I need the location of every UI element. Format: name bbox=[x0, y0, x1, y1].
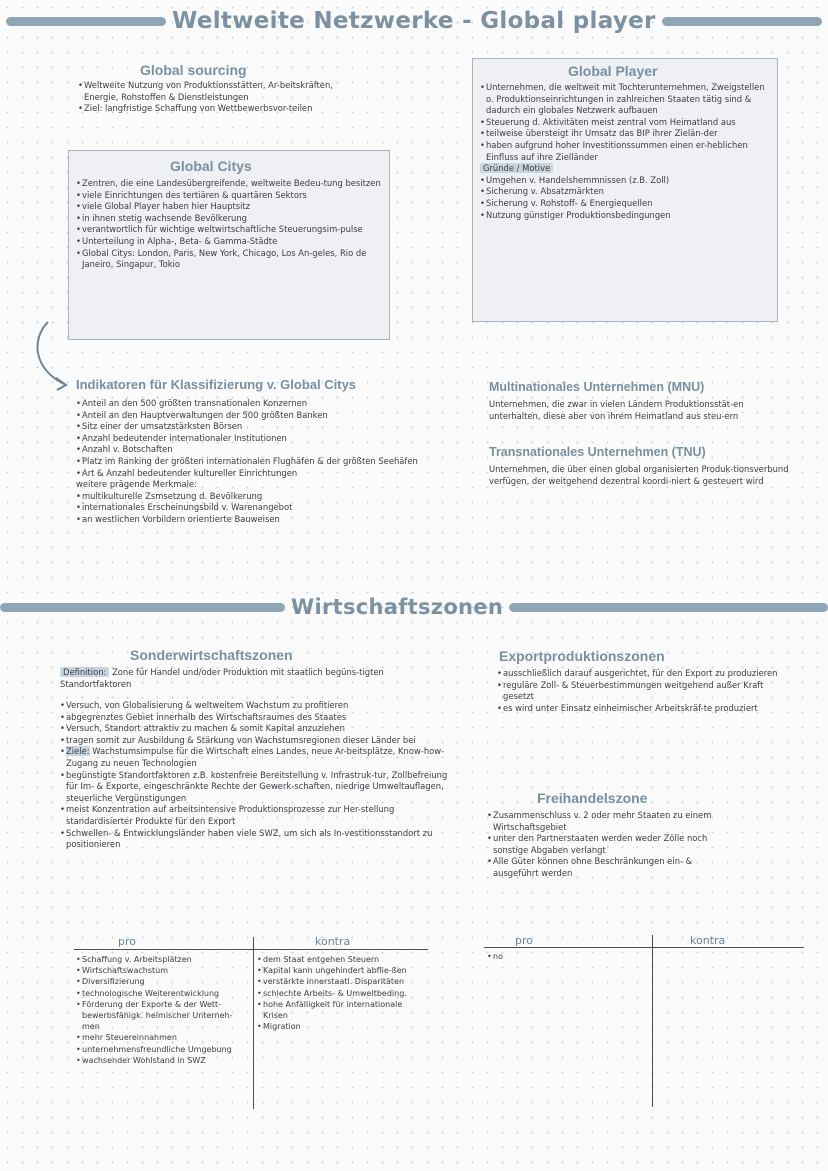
list-item: • verstärkte innerstaatl. Disparitäten bbox=[257, 976, 429, 987]
list-item: • Schwellen- & Entwicklungsländer haben viele SWZ, um sich als In-vestitionsstandort zu positionieren bbox=[60, 828, 450, 851]
list-item: • haben aufgrund hoher Investitionssummen einen er-heblichen Einfluss auf ihre Zielländer bbox=[480, 140, 770, 163]
swz-table-rule bbox=[74, 949, 428, 950]
swz-pro-label: pro bbox=[118, 935, 136, 948]
indikatoren-heading: Indikatoren für Klassifizierung v. Global Citys bbox=[76, 377, 357, 392]
list-item: • dem Staat entgehen Steuern bbox=[257, 954, 429, 965]
title-banner-1 bbox=[6, 6, 822, 36]
list-item: • Förderung der Exporte & der Wett-bewerbsfähigk. heimischer Unterneh-men bbox=[76, 999, 250, 1033]
swz-table-divider bbox=[253, 937, 254, 1109]
list-item: • Versuch, Standort attraktiv zu machen & somit Kapital anzuziehen bbox=[60, 723, 450, 735]
list-item: • viele Einrichtungen des tertiären & quartären Sektors bbox=[76, 190, 381, 202]
list-item: • es wird unter Einsatz einheimischer Arbeitskräf-te produziert bbox=[497, 703, 782, 715]
list-item: • Sicherung v. Absatzmärkten bbox=[480, 186, 770, 198]
list-item: • begünstigte Standortfaktoren z.B. kostenfreie Bereitstellung v. Infrastruk-tur, Zollbefreiung für Im- & Exporte, eingeschränkte Rechte der Gewerk-schaften, niedrige Umweltauflagen, steuerliche Vergünstigungen bbox=[60, 770, 450, 805]
list-item: • Weltweite Nutzung von Produktionsstätten, Ar-beitskräften, Energie, Rohstoffen & Dienstleistungen bbox=[78, 80, 358, 103]
fhz-heading: Freihandelszone bbox=[537, 790, 648, 806]
list-item: • Anzahl v. Botschaften bbox=[76, 444, 471, 456]
list-item: • no bbox=[487, 951, 647, 962]
fhz-kontra-label: kontra bbox=[690, 934, 726, 947]
weitere-label: weitere prägende Merkmale: bbox=[76, 479, 197, 490]
list-item: • Art & Anzahl bedeutender kultureller Einrichtungen bbox=[76, 468, 471, 480]
definition-tag: Definition: bbox=[60, 667, 109, 677]
title-banner-2 bbox=[0, 592, 828, 622]
banner-bar-right bbox=[509, 603, 828, 612]
list-item: • Ziel: langfristige Schaffung von Wettbewerbsvor-teilen bbox=[78, 103, 358, 115]
list-item: • Steuerung d. Aktivitäten meist zentral vom Heimatland aus bbox=[480, 117, 770, 129]
global-citys-list bbox=[76, 178, 381, 271]
swz-heading: Sonderwirtschaftszonen bbox=[130, 647, 293, 663]
page-title-1: Weltweite Netzwerke - Global player bbox=[172, 8, 656, 34]
ziele-tag: Ziele: bbox=[66, 746, 90, 757]
fhz-table-rule bbox=[484, 947, 804, 948]
list-item: • internationales Erscheinungsbild v. Warenangebot bbox=[76, 502, 471, 514]
banner-bar-right bbox=[662, 17, 822, 26]
list-item: • Diversifizierung bbox=[76, 976, 250, 987]
list-item: • Anteil an den Hauptverwaltungen der 500 größten Banken bbox=[76, 410, 471, 422]
definition-text: Zone für Handel und/oder Produktion mit staatlich begüns-tigten Standortfaktoren bbox=[60, 667, 384, 689]
global-player-heading: Global Player bbox=[568, 63, 658, 79]
swz-definition bbox=[60, 667, 450, 690]
mnu-text: Unternehmen, die zwar in vielen Ländern Produktionsstät-en unterhalten, diese aber von ihrem Heimatland aus steu-ern bbox=[489, 399, 744, 421]
fhz-pro-list bbox=[487, 951, 647, 962]
list-item: • multikulturelle Zsmsetzung d. Bevölkerung bbox=[76, 491, 471, 503]
list-item: • Zentren, die eine Landesübergreifende, weltweite Bedeu-tung besitzen bbox=[76, 178, 381, 190]
tnu-text: Unternehmen, die über einen global organisierten Produk-tionsverbund verfügen, der weitgehend dezentral koordi-niert & gesteuert wird bbox=[489, 464, 789, 486]
list-item: • reguläre Zoll- & Steuerbestimmungen weitgehend außer Kraft gesetzt bbox=[497, 680, 782, 703]
list-item: • Platz im Ranking der größten internationalen Flughäfen & der größten Seehäfen bbox=[76, 456, 471, 468]
list-item: • Unterteilung in Alpha-, Beta- & Gamma-Städte bbox=[76, 236, 381, 248]
list-item: • in ihnen stetig wachsende Bevölkerung bbox=[76, 213, 381, 225]
list-item: • an westlichen Vorbildern orientierte Bauweisen bbox=[76, 514, 471, 526]
epz-heading: Exportproduktionszonen bbox=[499, 648, 665, 664]
list-item: • meist Konzentration auf arbeitsintensive Produktionsprozesse zur Her-stellung standardisierter Produkte für den Export bbox=[60, 804, 450, 827]
list-item: • unternehmensfreundliche Umgebung bbox=[76, 1044, 250, 1055]
list-item: • verantwortlich für wichtige weltwirtschaftliche Steuerungsim-pulse bbox=[76, 224, 381, 236]
list-item: • schlechte Arbeits- & Umweltbeding. bbox=[257, 988, 429, 999]
list-item: • Sicherung v. Rohstoff- & Energiequellen bbox=[480, 198, 770, 210]
page-title-2: Wirtschaftszonen bbox=[291, 595, 504, 619]
list-item: • Versuch, von Globalisierung & weltweitem Wachstum zu profitieren bbox=[60, 700, 450, 712]
list-item: • ausschließlich darauf ausgerichtet, für den Export zu produzieren bbox=[497, 668, 782, 680]
list-item: • Global Citys: London, Paris, New York, Chicago, Los An-geles, Rio de Janeiro, Singapur, Tokio bbox=[76, 248, 381, 271]
list-item: • wachsender Wohlstand in SWZ bbox=[76, 1055, 250, 1066]
fhz-list bbox=[487, 810, 737, 880]
banner-bar-left bbox=[6, 17, 166, 26]
tnu-heading: Transnationales Unternehmen (TNU) bbox=[489, 445, 706, 459]
list-item: • Unternehmen, die weltweit mit Tochterunternehmen, Zweigstellen o. Produktionseinrichtungen in zahlreichen Staaten tätig sind & dadurch ein globales Netzwerk aufbauen bbox=[480, 82, 770, 117]
fhz-pro-label: pro bbox=[515, 934, 533, 947]
list-item: • Umgehen v. Handelshemmnissen (z.B. Zoll) bbox=[480, 175, 770, 187]
list-item: • hohe Anfälligkeit für internationale Krisen bbox=[257, 999, 429, 1021]
list-item: • viele Global Player haben hier Hauptsitz bbox=[76, 201, 381, 213]
ziele-text: Wachstumsimpulse für die Wirtschaft eines Landes, neue Ar-beitsplätze, Know-how-Zugang zu neuen Technologien bbox=[66, 746, 445, 768]
list-item: • Anteil an den 500 größten transnationalen Konzernen bbox=[76, 398, 471, 410]
list-item: • Wirtschaftswachstum bbox=[76, 965, 250, 976]
swz-pro-list bbox=[76, 954, 250, 1066]
list-item: • Anzahl bedeutender internationaler Institutionen bbox=[76, 433, 471, 445]
list-item: • mehr Steuereinnahmen bbox=[76, 1032, 250, 1043]
list-item bbox=[60, 746, 450, 769]
global-sourcing-list bbox=[78, 80, 358, 115]
list-item: • Nutzung günstiger Produktionsbedingungen bbox=[480, 210, 770, 222]
list-item: • abgegrenztes Gebiet innerhalb des Wirtschaftsraumes des Staates bbox=[60, 712, 450, 724]
list-item: • Alle Güter können ohne Beschränkungen ein- & ausgeführt werden bbox=[487, 856, 737, 879]
epz-list bbox=[497, 668, 782, 714]
list-item: • technologische Weiterentwicklung bbox=[76, 988, 250, 999]
curved-arrow-icon bbox=[30, 318, 74, 394]
fhz-table-divider bbox=[652, 935, 653, 1107]
list-item: • unter den Partnerstaaten werden weder Zölle noch sonstige Abgaben verlangt bbox=[487, 833, 737, 856]
indikatoren-list bbox=[76, 398, 471, 526]
global-citys-heading: Global Citys bbox=[170, 158, 252, 174]
list-item: • Schaffung v. Arbeitsplätzen bbox=[76, 954, 250, 965]
mnu-heading: Multinationales Unternehmen (MNU) bbox=[489, 380, 705, 394]
swz-kontra-label: kontra bbox=[315, 935, 351, 948]
banner-bar-left bbox=[0, 603, 285, 612]
swz-kontra-list bbox=[257, 954, 429, 1032]
global-player-list bbox=[480, 82, 770, 221]
global-sourcing-heading: Global sourcing bbox=[140, 62, 247, 78]
motive-tag: Gründe / Motive bbox=[480, 163, 553, 173]
list-item: • teilweise übersteigt ihr Umsatz das BIP ihrer Zielän-der bbox=[480, 128, 770, 140]
swz-list bbox=[60, 700, 450, 851]
list-item: • Migration bbox=[257, 1021, 429, 1032]
motive-tag-row bbox=[480, 163, 770, 175]
list-item: • Zusammenschluss v. 2 oder mehr Staaten zu einem Wirtschaftsgebiet bbox=[487, 810, 737, 833]
list-item: • Sitz einer der umsatzstärksten Börsen bbox=[76, 421, 471, 433]
list-item: • tragen somit zur Ausbildung & Stärkung von Wachstumsregionen dieser Länder bei bbox=[60, 735, 450, 747]
list-item: • Kapital kann ungehindert abflie-ßen bbox=[257, 965, 429, 976]
